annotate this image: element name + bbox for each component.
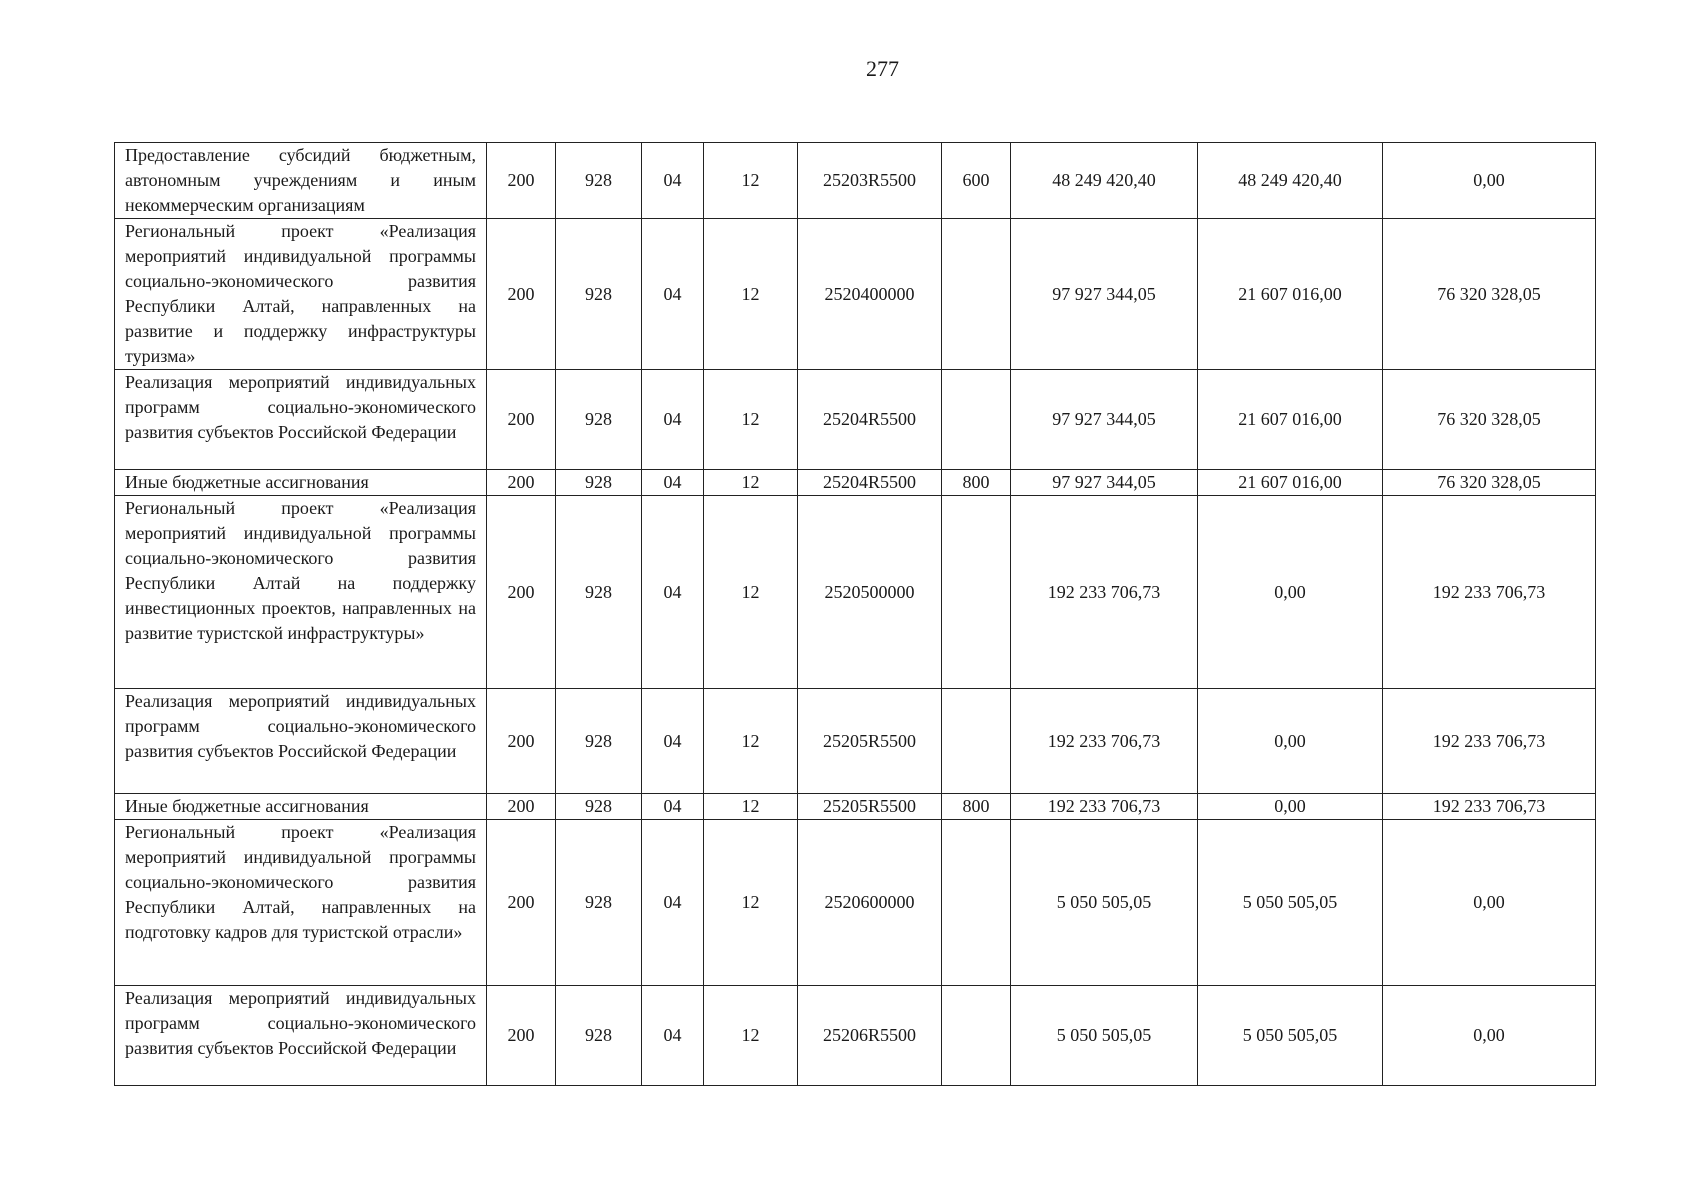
cell-code: 25206R5500 [798, 986, 942, 1086]
cell-sum2: 21 607 016,00 [1198, 370, 1383, 470]
row-description: Региональный проект «Реализация мероприятий индивидуальной программы социально-экономического развития Республики Алтай, направленных на подготовку кадров для туристской отрасли» [115, 820, 487, 986]
cell-col4: 12 [704, 689, 798, 794]
cell-type [942, 820, 1011, 986]
cell-sum1: 97 927 344,05 [1011, 470, 1198, 496]
cell-sum3: 76 320 328,05 [1383, 370, 1596, 470]
cell-col2: 928 [556, 470, 642, 496]
cell-code: 25203R5500 [798, 143, 942, 219]
cell-sum3: 0,00 [1383, 143, 1596, 219]
budget-table [114, 142, 1596, 1086]
table-row [115, 986, 1596, 1086]
cell-col3: 04 [642, 820, 704, 986]
cell-sum3: 76 320 328,05 [1383, 470, 1596, 496]
cell-sum2: 0,00 [1198, 794, 1383, 820]
table-row [115, 219, 1596, 370]
cell-col4: 12 [704, 986, 798, 1086]
cell-sum3: 0,00 [1383, 986, 1596, 1086]
cell-code: 2520600000 [798, 820, 942, 986]
cell-col2: 928 [556, 820, 642, 986]
table-row [115, 689, 1596, 794]
cell-col1: 200 [487, 794, 556, 820]
cell-type [942, 496, 1011, 689]
cell-sum2: 0,00 [1198, 496, 1383, 689]
cell-type [942, 370, 1011, 470]
cell-col1: 200 [487, 470, 556, 496]
cell-col4: 12 [704, 219, 798, 370]
cell-sum3: 192 233 706,73 [1383, 689, 1596, 794]
table-row [115, 143, 1596, 219]
row-description: Иные бюджетные ассигнования [115, 794, 487, 820]
cell-sum1: 192 233 706,73 [1011, 794, 1198, 820]
cell-type: 800 [942, 470, 1011, 496]
cell-type [942, 219, 1011, 370]
cell-sum2: 5 050 505,05 [1198, 986, 1383, 1086]
row-description: Иные бюджетные ассигнования [115, 470, 487, 496]
cell-sum3: 76 320 328,05 [1383, 219, 1596, 370]
cell-col3: 04 [642, 496, 704, 689]
row-description: Предоставление субсидий бюджетным, автономным учреждениям и иным некоммерческим организациям [115, 143, 487, 219]
cell-col2: 928 [556, 370, 642, 470]
cell-code: 2520500000 [798, 496, 942, 689]
cell-code: 25205R5500 [798, 689, 942, 794]
row-description: Региональный проект «Реализация мероприятий индивидуальной программы социально-экономического развития Республики Алтай, направленных на развитие и поддержку инфраструктуры туризма» [115, 219, 487, 370]
cell-sum1: 97 927 344,05 [1011, 370, 1198, 470]
cell-col1: 200 [487, 143, 556, 219]
cell-col3: 04 [642, 219, 704, 370]
row-description: Реализация мероприятий индивидуальных программ социально-экономического развития субъектов Российской Федерации [115, 689, 487, 794]
row-description: Реализация мероприятий индивидуальных программ социально-экономического развития субъектов Российской Федерации [115, 370, 487, 470]
cell-col4: 12 [704, 143, 798, 219]
cell-col1: 200 [487, 219, 556, 370]
cell-col1: 200 [487, 986, 556, 1086]
cell-col3: 04 [642, 689, 704, 794]
cell-col2: 928 [556, 689, 642, 794]
cell-sum3: 0,00 [1383, 820, 1596, 986]
cell-sum1: 48 249 420,40 [1011, 143, 1198, 219]
cell-col4: 12 [704, 820, 798, 986]
cell-code: 25205R5500 [798, 794, 942, 820]
cell-col1: 200 [487, 820, 556, 986]
cell-col2: 928 [556, 143, 642, 219]
cell-type [942, 689, 1011, 794]
table-row [115, 470, 1596, 496]
cell-sum2: 5 050 505,05 [1198, 820, 1383, 986]
cell-code: 2520400000 [798, 219, 942, 370]
cell-col3: 04 [642, 470, 704, 496]
cell-col2: 928 [556, 794, 642, 820]
table-row [115, 794, 1596, 820]
cell-sum1: 192 233 706,73 [1011, 689, 1198, 794]
cell-sum3: 192 233 706,73 [1383, 794, 1596, 820]
cell-col3: 04 [642, 143, 704, 219]
row-description: Региональный проект «Реализация мероприятий индивидуальной программы социально-экономического развития Республики Алтай на поддержку инвестиционных проектов, направленных на развитие туристской инфраструктуры» [115, 496, 487, 689]
cell-type [942, 986, 1011, 1086]
table-row [115, 820, 1596, 986]
cell-type: 600 [942, 143, 1011, 219]
page-number: 277 [866, 56, 899, 81]
table-row [115, 370, 1596, 470]
cell-col2: 928 [556, 986, 642, 1086]
cell-type: 800 [942, 794, 1011, 820]
cell-col4: 12 [704, 370, 798, 470]
table-row [115, 496, 1596, 689]
cell-sum1: 5 050 505,05 [1011, 986, 1198, 1086]
cell-col1: 200 [487, 496, 556, 689]
cell-col3: 04 [642, 794, 704, 820]
cell-col1: 200 [487, 689, 556, 794]
cell-sum2: 21 607 016,00 [1198, 470, 1383, 496]
cell-col3: 04 [642, 370, 704, 470]
row-description: Реализация мероприятий индивидуальных программ социально-экономического развития субъектов Российской Федерации [115, 986, 487, 1086]
cell-sum1: 5 050 505,05 [1011, 820, 1198, 986]
cell-sum2: 0,00 [1198, 689, 1383, 794]
cell-col2: 928 [556, 496, 642, 689]
cell-sum1: 192 233 706,73 [1011, 496, 1198, 689]
cell-sum2: 21 607 016,00 [1198, 219, 1383, 370]
cell-col1: 200 [487, 370, 556, 470]
cell-col4: 12 [704, 470, 798, 496]
cell-sum1: 97 927 344,05 [1011, 219, 1198, 370]
cell-sum3: 192 233 706,73 [1383, 496, 1596, 689]
cell-col2: 928 [556, 219, 642, 370]
cell-col3: 04 [642, 986, 704, 1086]
cell-col4: 12 [704, 496, 798, 689]
cell-col4: 12 [704, 794, 798, 820]
cell-code: 25204R5500 [798, 470, 942, 496]
cell-code: 25204R5500 [798, 370, 942, 470]
cell-sum2: 48 249 420,40 [1198, 143, 1383, 219]
